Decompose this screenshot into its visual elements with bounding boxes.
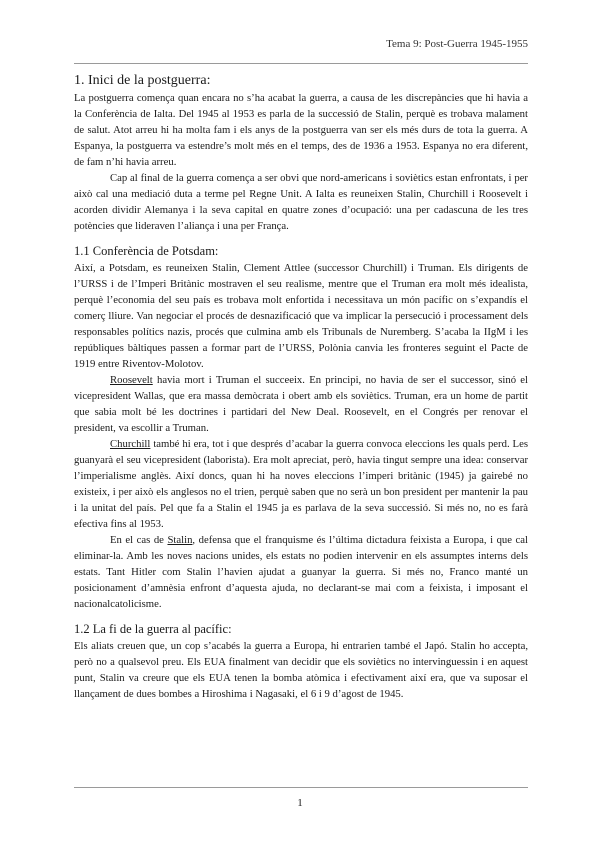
running-header: Tema 9: Post-Guerra 1945-1955 xyxy=(386,38,528,50)
churchill-name: Churchill xyxy=(110,438,151,450)
section-1-1-paragraph-stalin xyxy=(74,532,528,612)
section-1-1-heading: 1.1 Conferència de Potsdam: xyxy=(74,244,219,258)
stalin-text: , defensa que el franquisme és l’última dictadura feixista a Europa, i que cal eliminar-la. Amb les noves nacions unides, els estats no podien intervenir en els assumptes interns dels estats. Tant Hitler com Stalin l’havien ajudat a guanyar la guerra. Si més no, Franco manté un posicionament d’amnèsia enfront d’aquesta ajuda, no declarant-se mai com a feixista, i imposant el nacionalcatolicisme. xyxy=(74,534,528,610)
section-1-paragraph-1: La postguerra comença quan encara no s’ha acabat la guerra, a causa de les discrepàncies que hi havia a la Conferència de Ialta. Del 1945 al 1953 es parla de la successió de Stalin, perquè es trobava malament de salut. Atot arreu hi ha molta fam i els anys de la postguerra van ser els més durs de tota la guerra. A Espanya, la postguerra va estendre’s molt més en el temps, des de 1936 a 1953. Espanya no era diferent, de fam n’hi havia arreu. xyxy=(74,92,528,168)
stalin-name: Stalin xyxy=(167,534,193,546)
section-1-1-paragraph-roosevelt xyxy=(74,372,528,436)
stalin-intro: En el cas de xyxy=(110,534,168,546)
section-1-2-heading: 1.2 La fi de la guerra al pacífic: xyxy=(74,622,232,636)
roosevelt-text: havia mort i Truman el succeeix. En principi, no havia de ser el successor, sinó el vicepresident Wallas, que era massa demòcrata i obert amb els soviètics. Truman, era un home de partit que sabia molt bé les doctrines i partidari del New Deal. Roosevelt, en el Congrés per renovar el president, va escollir a Truman. xyxy=(74,374,528,434)
section-1-paragraph-2: Cap al final de la guerra comença a ser obvi que nord-americans i soviètics estan enfrontats, i per això cal una mediació duta a terme pel Regne Unit. A Ialta es reuneixen Stalin, Churchill i Roosevelt i acorden dividir Alemanya i la seva capital en quatre zones d’ocupació: una per cadascuna de les tres potències que lideraven l’aliança i una per França. xyxy=(74,172,528,232)
section-1-heading: 1. Inici de la postguerra: xyxy=(74,73,211,88)
footer-rule xyxy=(74,787,528,788)
header-rule xyxy=(74,63,528,64)
spacer xyxy=(74,612,528,621)
spacer xyxy=(74,234,528,243)
section-1-2-paragraph-1: Els aliats creuen que, un cop s’acabés la guerra a Europa, hi entrarien també el Japó. Stalin ho accepta, però no a qualsevol preu. Els EUA finalment van decidir que els soviètics no intervinguessin i en aquest punt, Stalin va creure que els EUA tenen la bomba atòmica i efectivament així era, que va suposar el llançament de dues bombes a Hiroshima i Nagasaki, el 6 i 9 d’agost de 1945. xyxy=(74,640,528,700)
section-1-1-paragraph-churchill xyxy=(74,436,528,532)
churchill-text: també hi era, tot i que després d’acabar la guerra convoca eleccions les quals perd. Les guanyarà el seu vicepresident (laborista). Era molt apreciat, però, havia tingut sempre una idea: conservar l’imperialisme anglès. Així doncs, quan hi ha noves eleccions l’imperi britànic (1945) ja gairebé no existeix, i per això els anglesos no el trien, perquè saben que no serà un bon president per mantenir la pau i la unitat del país. Pel que fa a Stalin el 1945 ja es parlava de la seva successió. Si més no, no es farà efectiva fins al 1953. xyxy=(74,438,528,530)
page-number: 1 xyxy=(297,797,303,809)
roosevelt-name: Roosevelt xyxy=(110,374,153,386)
section-1-1-paragraph-1: Així, a Potsdam, es reuneixen Stalin, Clement Attlee (successor Churchill) i Truman. Els dirigents de l’URSS i de l’Imperi Britànic mostraven el seu realisme, mentre que el Truman era molt més idealista, perquè l’economia del seu país es trobava molt enfortida i necessitava un món pacífic on s’expandís el comerç lliure. Van negociar el procés de desnazificació que va implicar la persecució i processament dels responsables polítics nazis, procés que culmina amb els Tribunals de Nuremberg. S’acaba la IIgM i les repúbliques bàltiques passen a formar part de l’URSS, Polònia canvia les fronteres seguint el Pacte de 1919 entre Riventov-Molotov. xyxy=(74,262,528,370)
document-body xyxy=(74,72,528,702)
